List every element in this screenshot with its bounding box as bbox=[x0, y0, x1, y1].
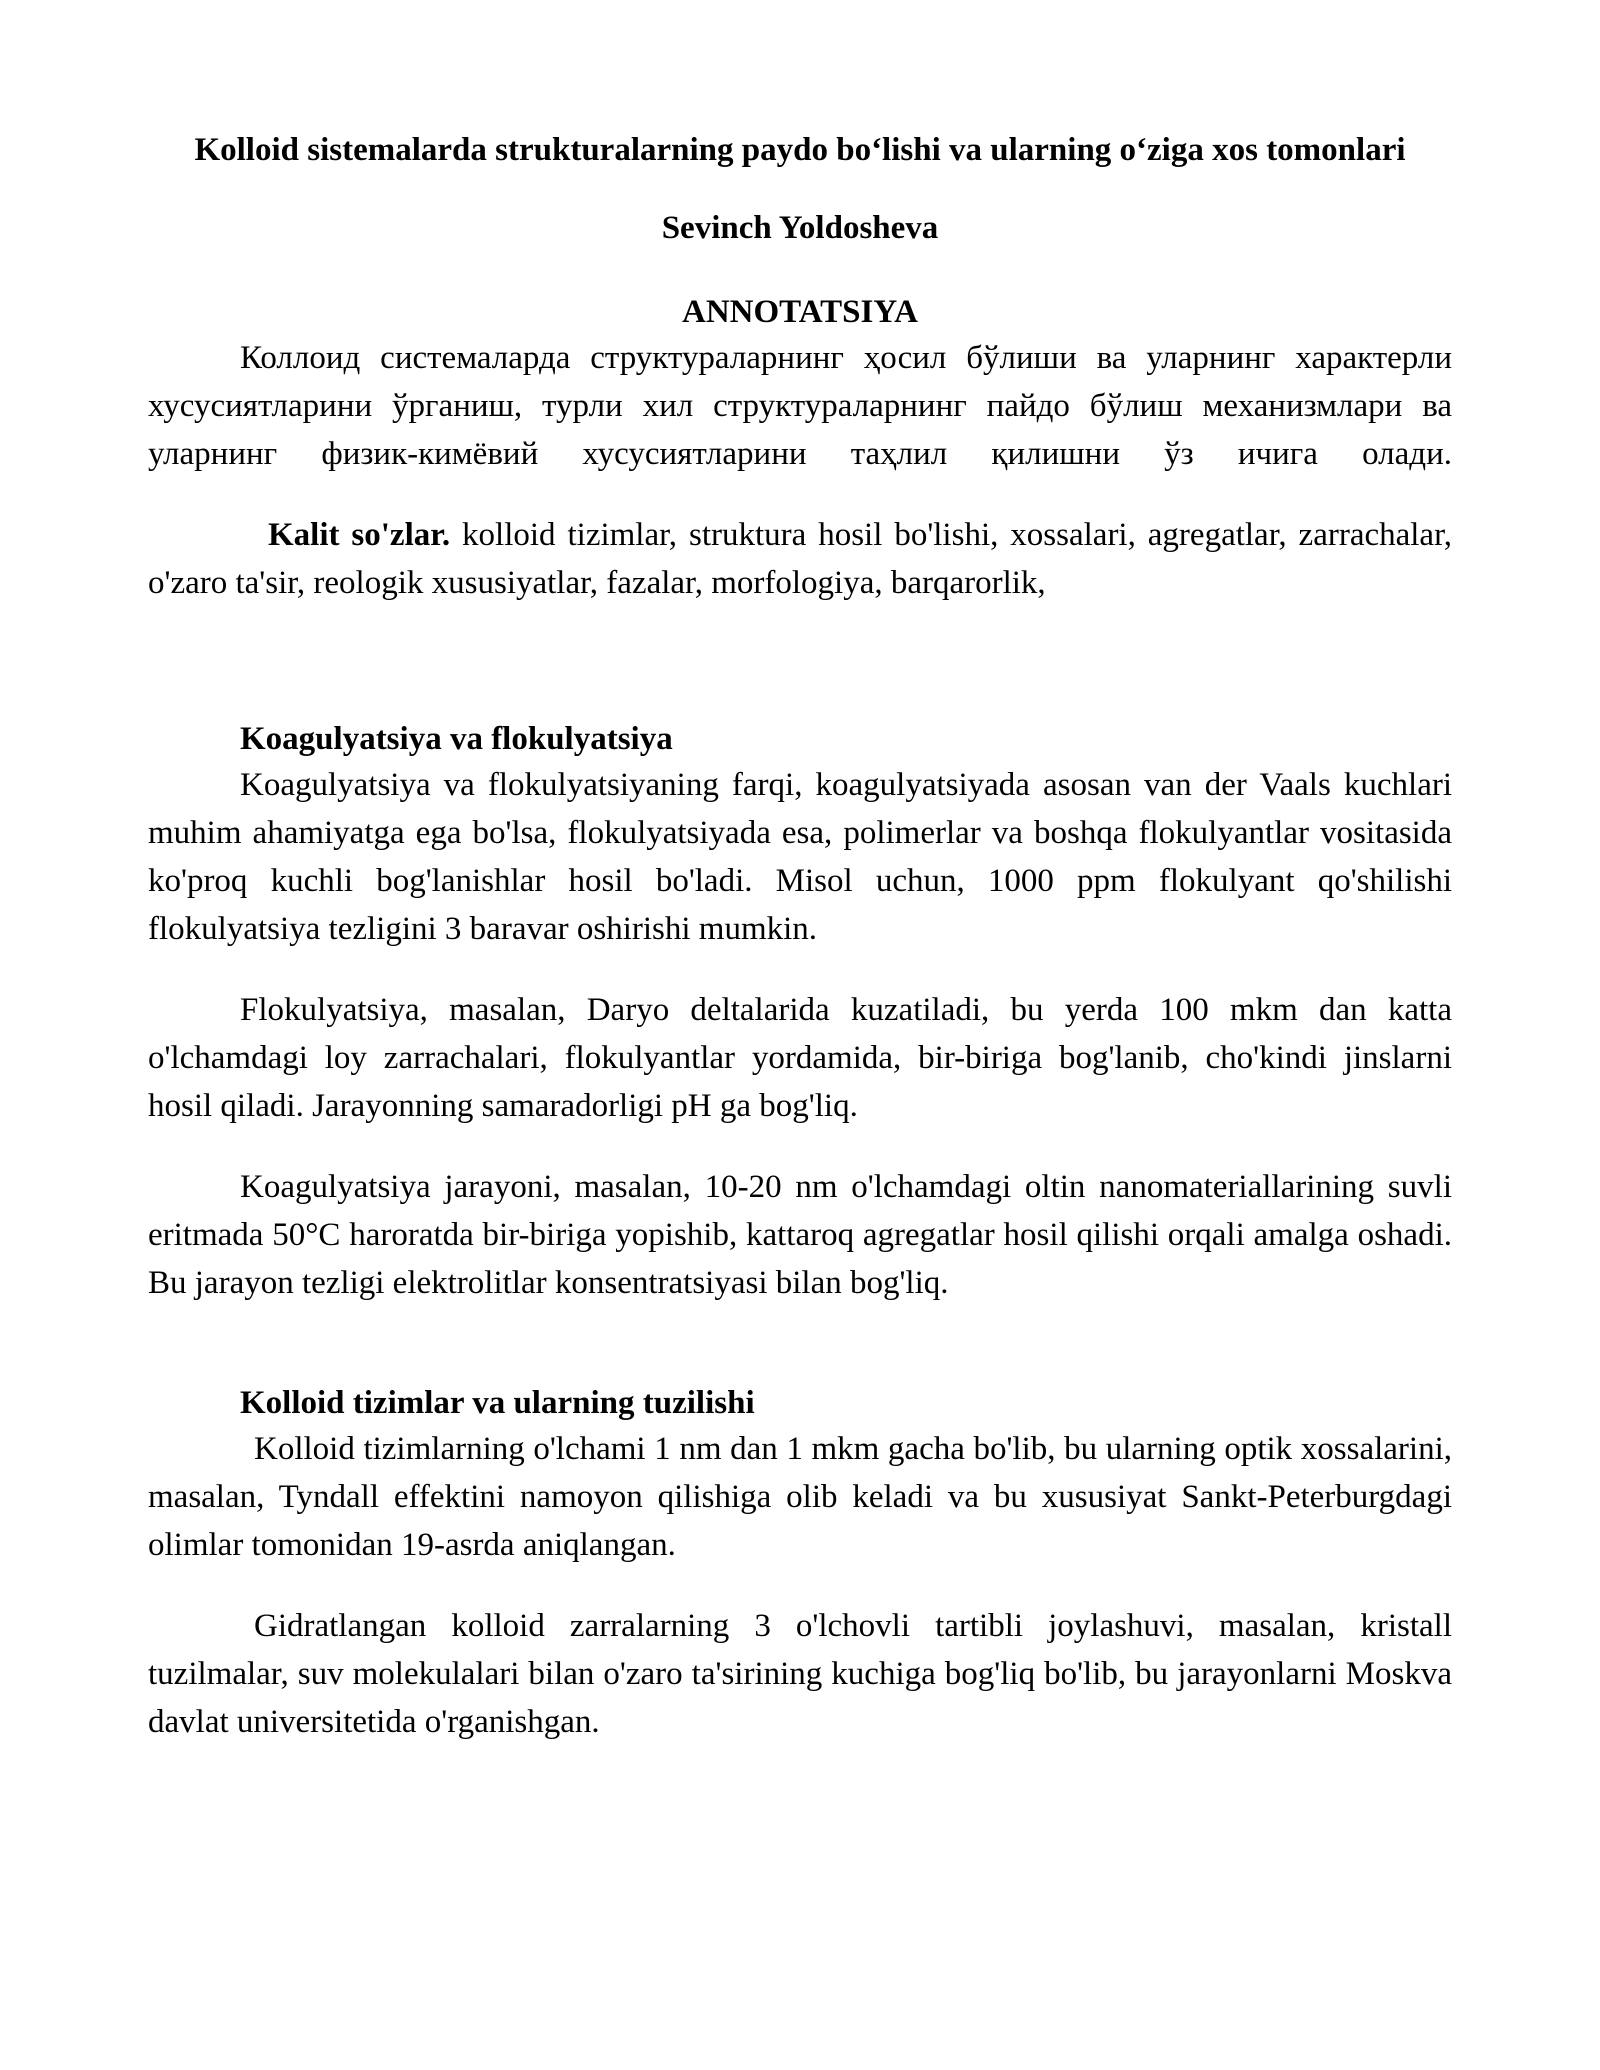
keywords-label: Kalit so'zlar. bbox=[268, 517, 451, 553]
paper-title: Kolloid sistemalarda strukturalarning paydo bo‘lishi va ularning o‘ziga xos tomonlari bbox=[194, 132, 1406, 168]
section-heading-kolloid-tizimlar: Kolloid tizimlar va ularning tuzilishi bbox=[240, 1385, 755, 1421]
annotation-heading: ANNOTATSIYA bbox=[682, 294, 918, 330]
section2-paragraph-1: Kolloid tizimlarning o'lchami 1 nm dan 1 mkm gacha bo'lib, bu ularning optik xossalarini, masalan, Tyndall effektini namoyon qilishiga olib keladi va bu xususiyat Sankt-Peterburgdagi olimlar tomonidan 19-asrda aniqlangan. bbox=[148, 1431, 1452, 1563]
keywords-text: kolloid tizimlar, struktura hosil bo'lishi, xossalari, agregatlar, zarrachalar, o'zaro ta'sir, reologik xususiyatlar, fazalar, morfologiya, barqarorlik, bbox=[148, 517, 1452, 601]
section1-paragraph-3: Koagulyatsiya jarayoni, masalan, 10-20 nm o'lchamdagi oltin nanomateriallarining suvli eritmada 50°C haroratda bir-biriga yopishib, kattaroq agregatlar hosil qilishi orqali amalga oshadi. Bu jarayon tezligi elektrolitlar konsentratsiyasi bilan bog'liq. bbox=[148, 1169, 1452, 1301]
section1-paragraph-2: Flokulyatsiya, masalan, Daryo deltalarida kuzatiladi, bu yerda 100 mkm dan katta o'lchamdagi loy zarrachalari, flokulyantlar yordamida, bir-biriga bog'lanib, cho'kindi jinslarni hosil qiladi. Jarayonning samaradorligi pH ga bog'liq. bbox=[148, 992, 1452, 1124]
section-heading-koagulyatsiya: Koagulyatsiya va flokulyatsiya bbox=[240, 721, 673, 757]
section1-paragraph-1: Koagulyatsiya va flokulyatsiyaning farqi, koagulyatsiyada asosan van der Vaals kuchlari muhim ahamiyatga ega bo'lsa, flokulyatsiyada esa, polimerlar va boshqa flokulyantlar vositasida ko'proq kuchli bog'lanishlar hosil bo'ladi. Misol uchun, 1000 ppm flokulyant qo'shilishi flokulyatsiya tezligini 3 baravar oshirishi mumkin. bbox=[148, 767, 1452, 947]
annotation-text: Коллоид системаларда структураларнинг ҳосил бўлиши ва уларнинг характерли хусусиятларини ўрганиш, турли хил структураларнинг пайдо бўлиш механизмлари ва уларнинг физик-кимёвий хусусиятларини таҳлил қилишни ўз ичига олади. bbox=[148, 340, 1452, 472]
section2-paragraph-2: Gidratlangan kolloid zarralarning 3 o'lchovli tartibli joylashuvi, masalan, kristall tuzilmalar, suv molekulalari bilan o'zaro ta'sirining kuchiga bog'liq bo'lib, bu jarayonlarni Moskva davlat universitetida o'rganishgan. bbox=[148, 1608, 1452, 1740]
keywords-paragraph bbox=[148, 511, 1452, 607]
author-name: Sevinch Yoldosheva bbox=[661, 210, 939, 246]
